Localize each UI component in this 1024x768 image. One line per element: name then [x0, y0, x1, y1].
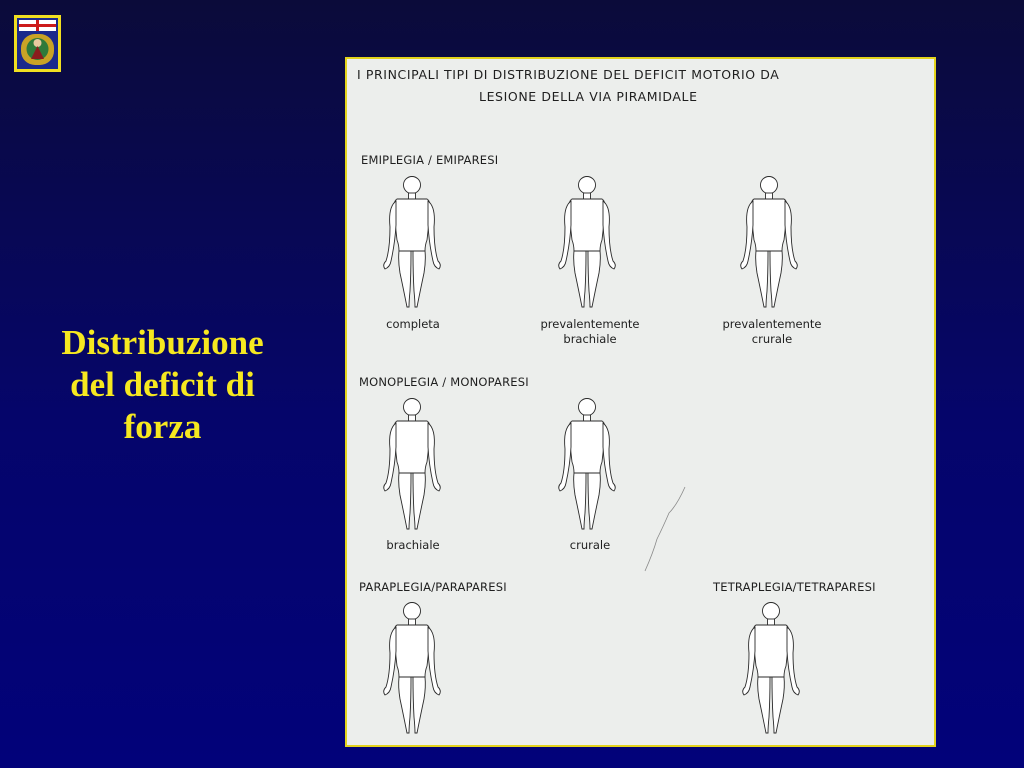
- deficit-distribution-diagram: [345, 57, 936, 747]
- university-crest-icon: [14, 15, 61, 72]
- diagram-canvas: [347, 59, 934, 745]
- figure-monoplegia-crurale: [559, 399, 616, 536]
- figure-emiplegia-crurale: [741, 173, 809, 313]
- diagram-heading-line-2: LESIONE DELLA VIA PIRAMIDALE: [479, 89, 698, 104]
- caption-mono-crurale: crurale: [569, 538, 611, 552]
- title-line-3: forza: [123, 407, 202, 446]
- title-line-2: del deficit di: [70, 365, 255, 404]
- diagram-heading-line-1: I PRINCIPALI TIPI DI DISTRIBUZIONE DEL DEFICIT MOTORIO DA: [357, 67, 780, 82]
- scan-scratch: [645, 487, 685, 571]
- section-label-emiplegia: EMIPLEGIA / EMIPARESI: [361, 153, 499, 167]
- figure-paraplegia: [372, 603, 452, 740]
- figure-emiplegia-completa: [384, 173, 452, 313]
- section-label-tetraplegia: TETRAPLEGIA/TETRAPARESI: [713, 580, 876, 594]
- caption-brachiale-line-1: prevalentemente: [540, 317, 640, 331]
- caption-brachiale-line-2: brachiale: [563, 332, 617, 346]
- slide-title: [40, 322, 285, 448]
- figure-tetraplegia: [731, 603, 811, 740]
- caption-completa: completa: [386, 317, 440, 331]
- title-line-1: Distribuzione: [61, 323, 264, 362]
- caption-crurale-line-2: crurale: [751, 332, 793, 346]
- university-crest-logo: [14, 15, 61, 72]
- section-label-monoplegia: MONOPLEGIA / MONOPARESI: [359, 375, 529, 389]
- caption-mono-brachiale: brachiale: [386, 538, 440, 552]
- caption-crurale-line-1: prevalentemente: [722, 317, 822, 331]
- figure-monoplegia-brachiale: [384, 399, 447, 530]
- section-label-paraplegia: PARAPLEGIA/PARAPARESI: [359, 580, 507, 594]
- figure-emiplegia-brachiale: [559, 173, 627, 313]
